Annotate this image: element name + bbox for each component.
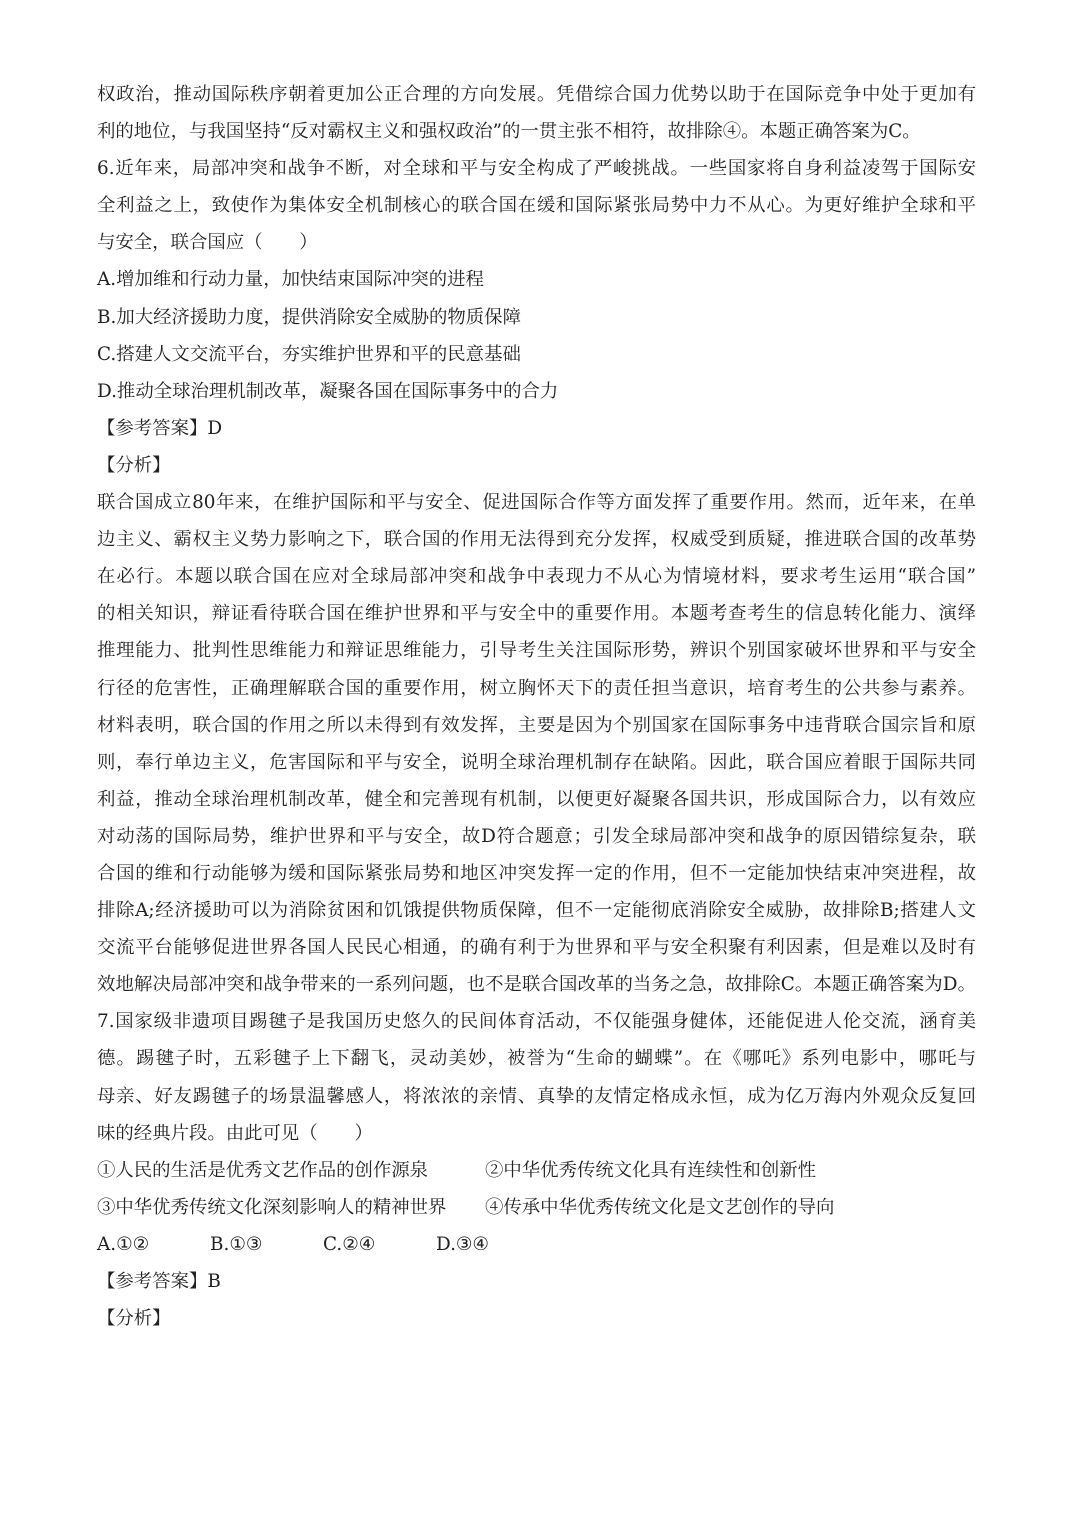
paragraph-line: 权政治，推动国际秩序朝着更加公正合理的方向发展。凭借综合国力优势以助于在国际竞争中处于更加有 [97, 84, 976, 105]
option-d: D.推动全球治理机制改革，凝聚各国在国际事务中的合力 [97, 380, 559, 402]
question-stem-line: 全利益之上，致使作为集体安全机制核心的联合国在缓和国际紧张局势中力不从心。为更好维护全球和平 [97, 195, 976, 217]
choice-b: B.①③ [210, 1233, 263, 1255]
analysis-line: 合国的维和行动能够为缓和国际紧张局势和地区冲突发挥一定的作用，但不一定能加快结束冲突进程，故 [97, 862, 976, 884]
question-7 [97, 1003, 976, 1337]
analysis-heading: 【分析】 [97, 1308, 171, 1330]
question-stem-line: 6.近年来，局部冲突和战争不断，对全球和平与安全构成了严峻挑战。一些国家将自身利益凌驾于国际安 [97, 158, 976, 180]
analysis-line: 联合国成立80年来，在维护国际和平与安全、促进国际合作等方面发挥了重要作用。然而，近年来，在单 [97, 492, 976, 514]
question-stem-line: 味的经典片段。由此可见（ ） [97, 1122, 373, 1144]
analysis-line: 在必行。本题以联合国在应对全球局部冲突和战争中表现力不从心为情境材料，要求考生运用“联合国” [97, 566, 976, 588]
analysis-line: 的相关知识，辩证看待联合国在维护世界和平与安全中的重要作用。本题考查考生的信息转化能力、演绎 [97, 603, 976, 625]
choice-row [97, 1226, 976, 1263]
choice-d: D.③④ [436, 1233, 489, 1255]
statement-3: ③中华优秀传统文化深刻影响人的精神世界 [97, 1196, 447, 1218]
statement-1: ①人民的生活是优秀文艺作品的创作源泉 [97, 1159, 429, 1181]
question-stem-line: 与安全，联合国应（ ） [97, 232, 318, 254]
analysis-line: 则，奉行单边主义，危害国际和平与安全，说明全球治理机制存在缺陷。因此，联合国应着眼于国际共同 [97, 751, 976, 773]
choice-a: A.①② [97, 1233, 150, 1255]
question-stem-line: 德。踢毽子时，五彩毽子上下翻飞，灵动美妙，被誉为“生命的蝴蝶”。在《哪吒》系列电影中，哪吒与 [97, 1048, 976, 1070]
question-stem-line: 7.国家级非遗项目踢毽子是我国历史悠久的民间体育活动，不仅能强身健体，还能促进人伦交流，涵育美 [97, 1011, 976, 1033]
paragraph-line: 利的地位，与我国坚持“反对霸权主义和强权政治”的一贯主张不相符，故排除④。本题正确答案为C。 [97, 121, 921, 143]
option-c: C.搭建人文交流平台，夯实维护世界和平的民意基础 [97, 343, 521, 365]
analysis-line: 交流平台能够促进世界各国人民民心相通，的确有利于为世界和平与安全积聚有利因素，但是难以及时有 [97, 937, 976, 959]
analysis-heading: 【分析】 [97, 454, 171, 476]
analysis-line: 边主义、霸权主义势力影响之下，联合国的作用无法得到充分发挥，权威受到质疑，推进联合国的改革势 [97, 529, 976, 551]
analysis-line: 利益，推动全球治理机制改革，健全和完善现有机制，以便更好凝聚各国共识，形成国际合力，以有效应 [97, 788, 976, 810]
analysis-line: 效地解决局部冲突和战争带来的一系列问题，也不是联合国改革的当务之急，故排除C。本题正确答案为D。 [97, 974, 976, 996]
analysis-line: 行径的危害性，正确理解联合国的重要作用，树立胸怀天下的责任担当意识，培育考生的公共参与素养。 [97, 677, 976, 699]
analysis-line: 材料表明，联合国的作用之所以未得到有效发挥，主要是因为个别国家在国际事务中违背联合国宗旨和原 [97, 714, 976, 736]
option-a: A.增加维和行动力量，加快结束国际冲突的进程 [97, 269, 484, 291]
option-b: B.加大经济援助力度，提供消除安全威胁的物质保障 [97, 306, 521, 328]
question-stem-line: 母亲、好友踢毽子的场景温馨感人，将浓浓的亲情、真挚的友情定格成永恒，成为亿万海内外观众反复回 [97, 1085, 976, 1107]
statement-row [97, 1189, 976, 1226]
previous-analysis-tail [97, 76, 976, 150]
analysis-line: 排除A;经济援助可以为消除贫困和饥饿提供物质保障，但不一定能彻底消除安全威胁，故排除B;搭建人文 [97, 900, 976, 922]
analysis-body [97, 484, 976, 1003]
analysis-line: 推理能力、批判性思维能力和辩证思维能力，引导考生关注国际形势，辨识个别国家破坏世界和平与安全 [97, 640, 976, 662]
question-6 [97, 150, 976, 1003]
statement-row [97, 1152, 976, 1189]
choice-c: C.②④ [323, 1233, 376, 1255]
reference-answer: 【参考答案】B [97, 1271, 221, 1292]
analysis-line: 对动荡的国际局势，维护世界和平与安全，故D符合题意；引发全球局部冲突和战争的原因错综复杂，联 [97, 825, 976, 847]
statement-2: ②中华优秀传统文化具有连续性和创新性 [485, 1159, 817, 1181]
statement-4: ④传承中华优秀传统文化是文艺创作的导向 [485, 1196, 835, 1218]
reference-answer: 【参考答案】D [97, 417, 223, 439]
